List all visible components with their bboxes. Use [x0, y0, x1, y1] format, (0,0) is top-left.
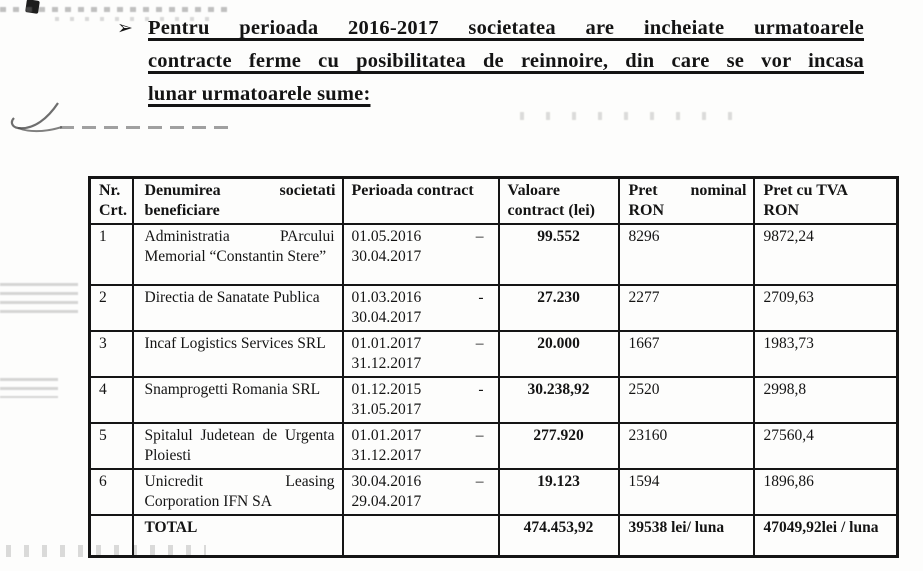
cell-company: Directia de Sanatate Publica: [133, 285, 343, 331]
dash: -: [478, 289, 484, 306]
cell-valoare: 27.230: [499, 285, 619, 331]
heading-line: contracte ferme cu posibilitatea de reinnoire, din care se vor incasa: [148, 50, 864, 72]
table-row: [90, 377, 898, 423]
table-row: [90, 224, 898, 285]
cell-company: Incaf Logistics Services SRL: [133, 331, 343, 377]
cell-valoare: 20.000: [499, 331, 619, 377]
cell-nr: 1: [90, 224, 133, 285]
scan-artifact-bleed: [0, 378, 58, 398]
cell-period: 30.04.2016 – 29.04.2017: [343, 469, 499, 515]
cell-period: 01.05.2016 – 30.04.2017: [343, 224, 499, 285]
dash: –: [475, 228, 484, 245]
scan-artifact-bleed: [0, 283, 78, 313]
cell-valoare: 99.552: [499, 224, 619, 285]
cell-pret-tva: 9872,24: [754, 224, 898, 285]
cell-pret-nominal: 8296: [619, 224, 754, 285]
table-total-row: [90, 515, 898, 556]
cell-total-pret-tva: 47049,92lei / luna: [754, 515, 898, 556]
cell-nr: 5: [90, 423, 133, 469]
dash: –: [475, 473, 484, 490]
header-valoare: Valoare contract (lei): [499, 178, 619, 225]
cell-total-valoare: 474.453,92: [499, 515, 619, 556]
scan-artifact-dashes: [60, 126, 235, 129]
dash: –: [475, 335, 484, 352]
dash: –: [475, 427, 484, 444]
arrow-bullet-icon: ➢: [117, 17, 133, 39]
header-denumirea: Denumirea societati beneficiare: [133, 178, 343, 225]
cell-pret-tva: 2709,63: [754, 285, 898, 331]
cell-nr: 6: [90, 469, 133, 515]
table-row: [90, 331, 898, 377]
dash: -: [478, 381, 484, 398]
header-perioada: Perioada contract: [343, 178, 499, 225]
cell-company: Administratia PArcului Memorial “Constantin Stere”: [133, 224, 343, 285]
cell-period: 01.03.2016 - 30.04.2017: [343, 285, 499, 331]
cell-period: 01.12.2015 - 31.05.2017: [343, 377, 499, 423]
heading: [148, 12, 864, 111]
cell-period: 01.01.2017 – 31.12.2017: [343, 331, 499, 377]
cell-period: 01.01.2017 – 31.12.2017: [343, 423, 499, 469]
cell-company: Snamprogetti Romania SRL: [133, 377, 343, 423]
cell-nr: 3: [90, 331, 133, 377]
cell-period-empty: [343, 515, 499, 556]
header-nr-crt: Nr. Crt.: [90, 178, 133, 225]
cell-nr: 4: [90, 377, 133, 423]
header-pret-nominal: Pret nominal RON: [619, 178, 754, 225]
cell-pret-nominal: 2277: [619, 285, 754, 331]
cell-pret-tva: 1983,73: [754, 331, 898, 377]
table-header-row: [90, 178, 898, 225]
cell-pret-nominal: 23160: [619, 423, 754, 469]
cell-valoare: 277.920: [499, 423, 619, 469]
scan-artifact-blob: [25, 0, 40, 14]
cell-pret-nominal: 1594: [619, 469, 754, 515]
cell-valoare: 19.123: [499, 469, 619, 515]
cell-total-label: TOTAL: [133, 515, 343, 556]
cell-company: Spitalul Judetean de Urgenta Ploiesti: [133, 423, 343, 469]
cell-pret-nominal: 1667: [619, 331, 754, 377]
cell-pret-nominal: 2520: [619, 377, 754, 423]
header-pret-tva: Pret cu TVA RON: [754, 178, 898, 225]
cell-pret-tva: 1896,86: [754, 469, 898, 515]
table-row: [90, 423, 898, 469]
cell-company: Unicredit Leasing Corporation IFN SA: [133, 469, 343, 515]
table-row: [90, 285, 898, 331]
cell-valoare: 30.238,92: [499, 377, 619, 423]
contracts-table: [88, 176, 899, 558]
heading-line: lunar urmatoarele sume:: [148, 83, 371, 105]
cell-nr: 2: [90, 285, 133, 331]
table-row: [90, 469, 898, 515]
heading-line: Pentru perioada 2016-2017 societatea are incheiate urmatoarele: [148, 17, 864, 39]
cell-pret-tva: 2998,8: [754, 377, 898, 423]
cell-pret-tva: 27560,4: [754, 423, 898, 469]
scan-artifact-specks: [520, 112, 750, 120]
cell-total-pret-nominal: 39538 lei/ luna: [619, 515, 754, 556]
cell-nr-empty: [90, 515, 133, 556]
